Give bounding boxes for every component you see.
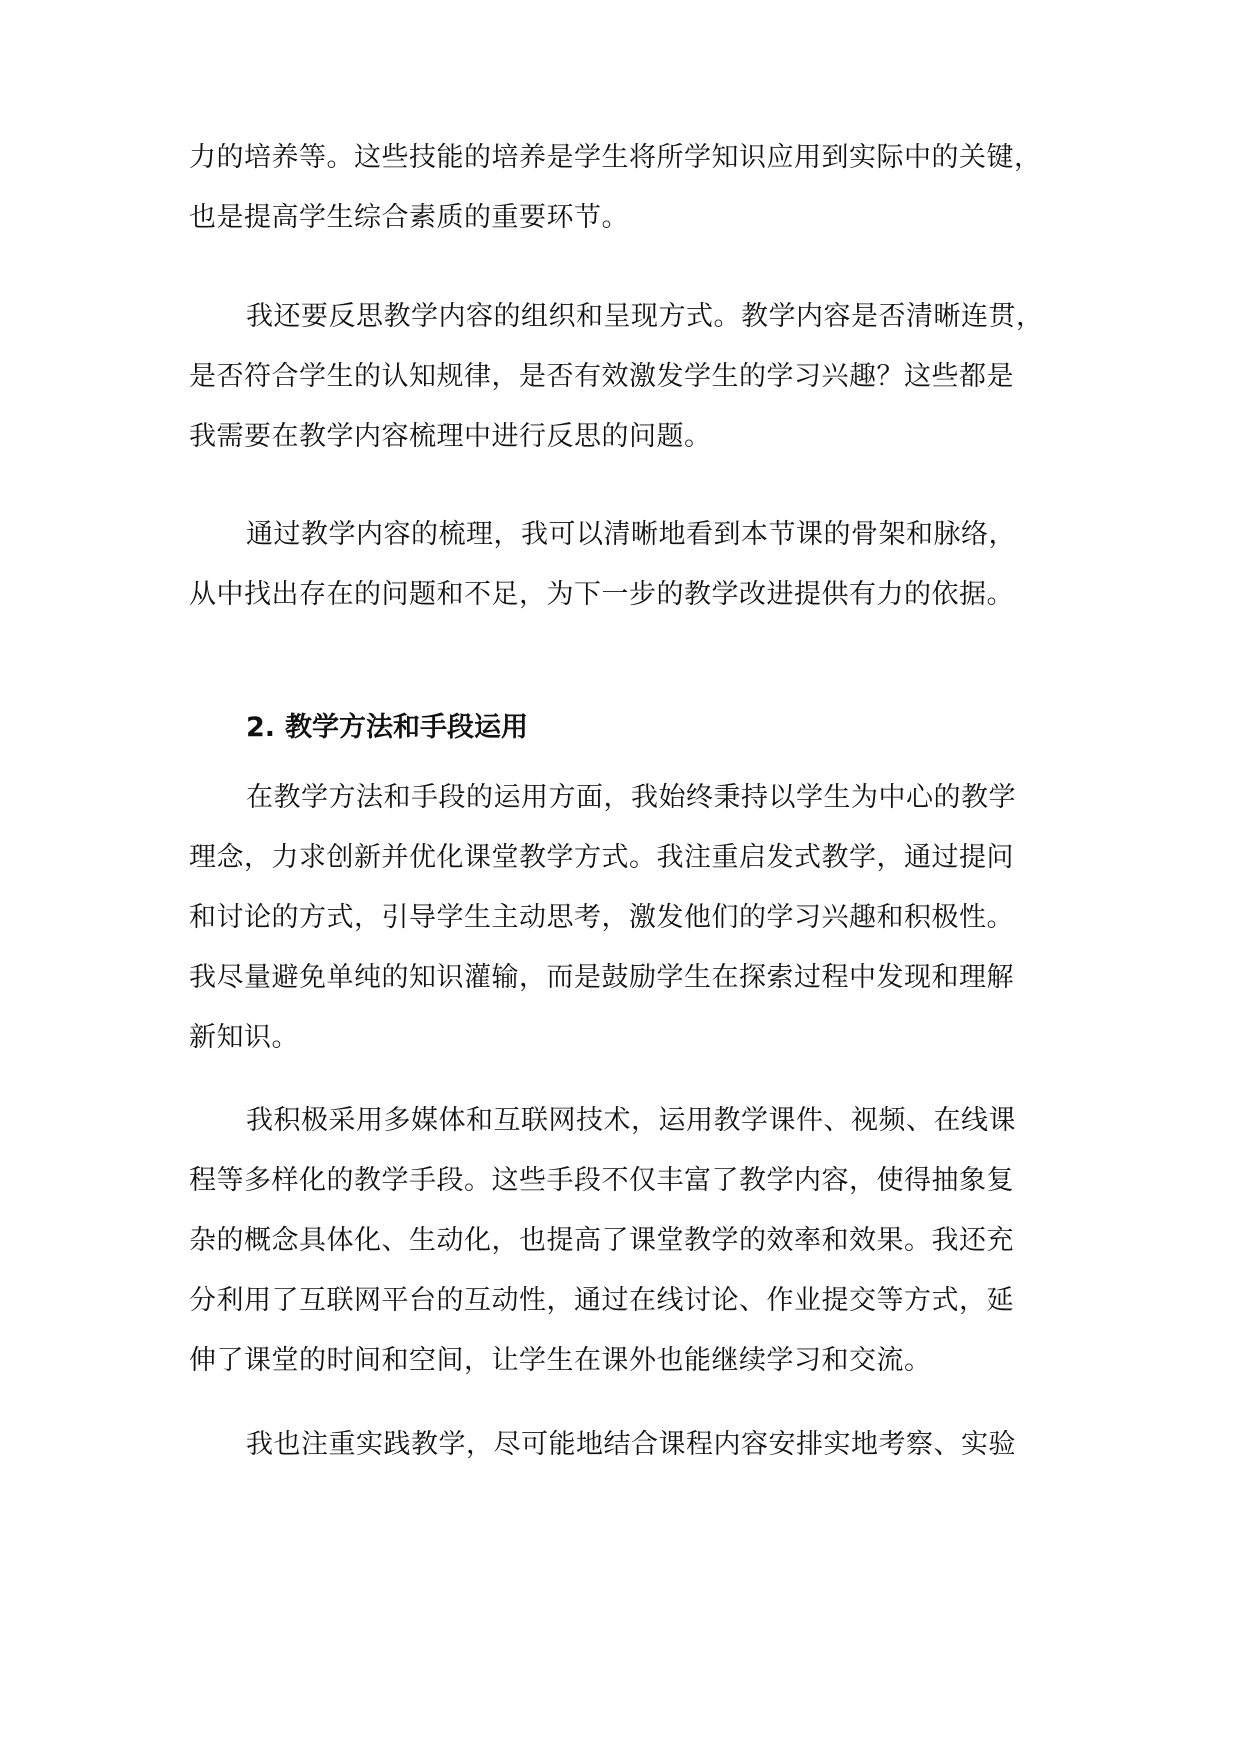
text-line: 程等多样化的教学手段。这些手段不仅丰富了教学内容，使得抽象复 [189,1165,1014,1196]
text-line: 从中找出存在的问题和不足，为下一步的教学改进提供有力的依据。 [189,579,1014,610]
section-number: 2. [246,712,276,743]
text-line: 我需要在教学内容梳理中进行反思的问题。 [189,421,712,452]
text-line: 通过教学内容的梳理，我可以清晰地看到本节课的骨架和脉络， [246,519,1016,550]
text-line: 理念，力求创新并优化课堂教学方式。我注重启发式教学，通过提问 [189,842,1014,873]
text-line: 杂的概念具体化、生动化，也提高了课堂教学的效率和效果。我还充 [189,1225,1014,1256]
text-line: 我尽量避免单纯的知识灌输，而是鼓励学生在探索过程中发现和理解 [189,962,1014,993]
text-line: 分利用了互联网平台的互动性，通过在线讨论、作业提交等方式，延 [189,1285,1014,1316]
text-line: 也是提高学生综合素质的重要环节。 [189,202,629,233]
text-line: 我还要反思教学内容的组织和呈现方式。教学内容是否清晰连贯， [246,301,1044,332]
text-line: 是否符合学生的认知规律，是否有效激发学生的学习兴趣？这些都是 [189,361,1014,392]
text-line: 我也注重实践教学，尽可能地结合课程内容安排实地考察、实验 [246,1429,1016,1460]
section-title: 教学方法和手段运用 [285,712,529,743]
text-line: 新知识。 [189,1022,299,1053]
section-heading [246,708,528,748]
text-line: 和讨论的方式，引导学生主动思考，激发他们的学习兴趣和积极性。 [189,902,1014,933]
text-line: 在教学方法和手段的运用方面，我始终秉持以学生为中心的教学 [246,782,1016,813]
text-line: 力的培养等。这些技能的培养是学生将所学知识应用到实际中的关键， [189,142,1042,173]
text-line: 伸了课堂的时间和空间，让学生在课外也能继续学习和交流。 [189,1345,932,1376]
text-line: 我积极采用多媒体和互联网技术，运用教学课件、视频、在线课 [246,1105,1016,1136]
